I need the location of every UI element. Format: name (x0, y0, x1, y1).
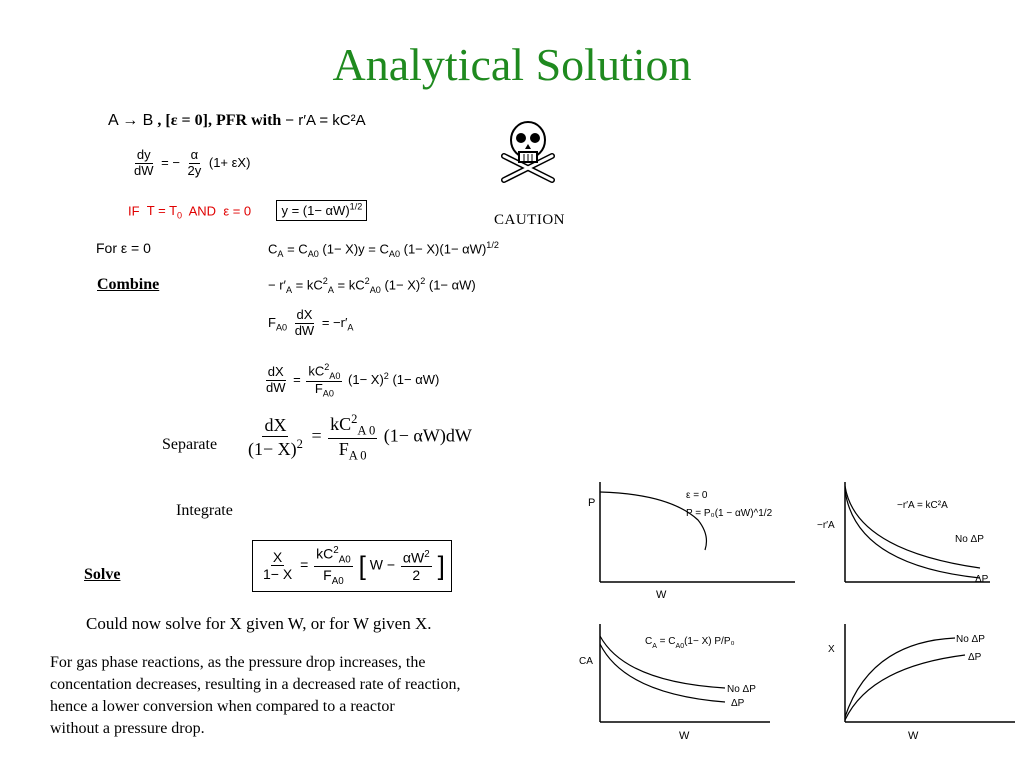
separate-label: Separate (162, 436, 218, 453)
dp-label: ΔP (968, 652, 982, 663)
solution-box: $\frac{X}{1- X}$ = $\frac{kC^2_{A0}}{F_{A0}}$ [ W − $\frac{\alpha W^2}{2}$ ] (252, 540, 452, 592)
x-label: W (656, 589, 667, 601)
paragraph-line: For gas phase reactions, as the pressure drop increases, the (50, 654, 426, 671)
gas-phase-paragraph (50, 652, 460, 740)
for-eps-label: For ε = 0 (96, 240, 151, 256)
dp-curve (845, 655, 965, 720)
x-label: W (908, 730, 919, 742)
separated-equation: $\frac{dX}{(1- X)^2}$ = $\frac{kC^2_{A 0}}{F_{A 0}}$ (1− αW)dW (248, 412, 472, 463)
combine-label: Combine (97, 276, 160, 293)
paragraph-line: without a pressure drop. (50, 720, 205, 737)
no-dp-label: No ΔP (955, 534, 984, 545)
no-dp-curve (845, 638, 955, 717)
no-dp-curve (845, 486, 980, 568)
rate-equation-label: −r′A = kC²A (897, 500, 948, 511)
ca-equation-label: $C_A = C_{A0}(1- X)$ P/P₀ (645, 636, 735, 650)
mole-balance-equation: $F_{A0}$ $\frac{dX}{dW}$ = $-r'_A$ (268, 307, 354, 338)
rate-combined-equation: − $r'_A = kC^2_A = kC^2_{A0}$ $(1- X)^2$ (1− αW) (268, 276, 476, 295)
conditions-label: , [ε = 0], PFR with (157, 112, 282, 129)
reaction-line (108, 112, 366, 130)
integrate-label: Integrate (176, 502, 233, 519)
y-label: −r′A (817, 520, 835, 531)
y-solution-box: $y = (1- \alpha W)^{1/2}$ (276, 200, 367, 221)
and-label: AND (188, 203, 217, 219)
y-label: P (588, 497, 596, 509)
dp-label: ΔP (975, 574, 989, 585)
p-vs-w-graph (580, 480, 800, 605)
y-label: X (828, 644, 835, 655)
dy-dw-equation: $\frac{dy}{dW}$ = − $\frac{\alpha}{2y}$ (1+ εX) (134, 147, 251, 178)
if-label: IF (128, 203, 140, 219)
page-title: Analytical Solution (332, 39, 692, 90)
no-dp-label: No ΔP (956, 634, 985, 645)
dx-dw-equation: $\frac{dX}{dW}$ = $\frac{kC^2_{A0}}{F_{A0}}$ $(1- X)^2$ (1− αW) (266, 362, 440, 399)
rate-law: − r′A = kC²A (285, 112, 366, 129)
y-label: CA (579, 656, 593, 667)
ca-equation: $C_A = C_{A0}$ $(1- X)y = C_{A0}$ $(1- X)(1- \alpha W)^{1/2}$ (268, 240, 499, 259)
eps-label: ε = 0 (686, 490, 708, 501)
paragraph-line: hence a lower conversion when compared to a reactor (50, 698, 395, 715)
p-equation-label: P = P₀(1 − αW)^1/2 (686, 508, 773, 519)
reaction-label: A → B (108, 112, 154, 129)
rate-vs-w-graph (815, 480, 995, 590)
ca-vs-w-graph (575, 622, 775, 748)
could-solve-text: Could now solve for X given W, or for W given X. (86, 614, 432, 633)
no-dp-label: No ΔP (727, 684, 756, 695)
dp-label: ΔP (731, 698, 745, 709)
if-line: IF $T = T_0$ AND ε = 0 $y = (1- \alpha W)^{1/2}$ (128, 202, 367, 221)
x-vs-w-graph (820, 622, 1020, 748)
paragraph-line: concentation decreases, resulting in a decreased rate of reaction, (50, 676, 461, 693)
x-label: W (679, 730, 690, 742)
dp-curve (600, 644, 725, 702)
solve-label: Solve (84, 566, 121, 583)
skull-crossbones-icon (498, 118, 558, 189)
caution-label: CAUTION (494, 212, 565, 228)
